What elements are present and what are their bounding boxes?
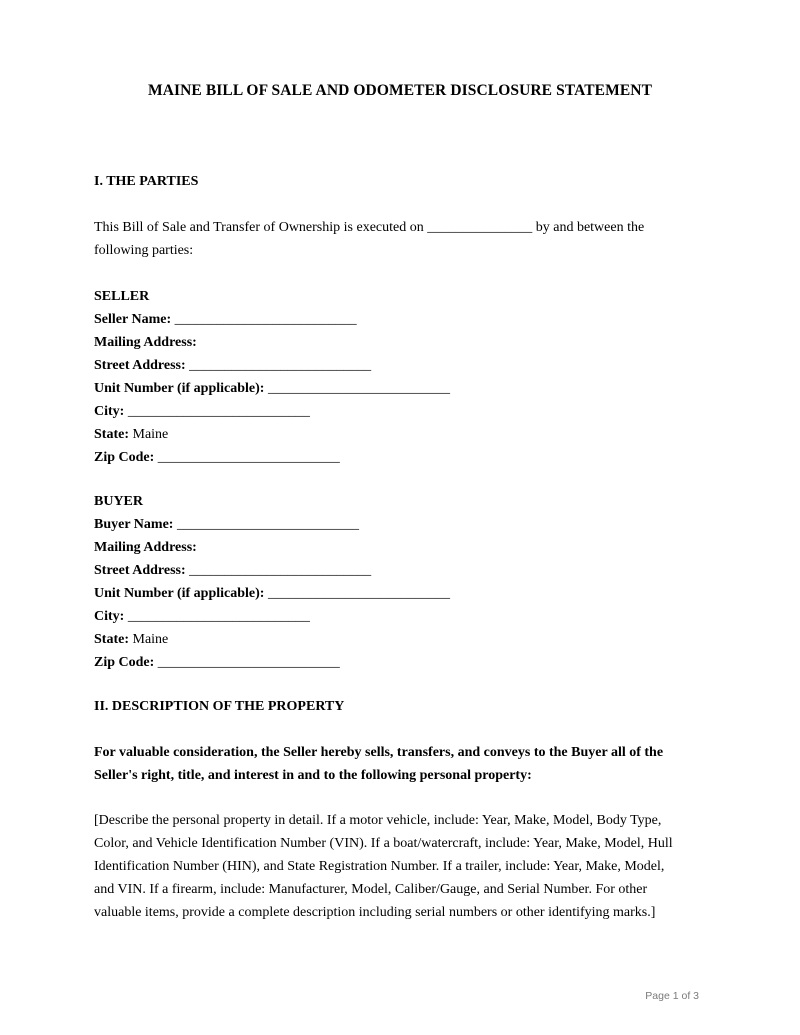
buyer-name-field: __________________________ bbox=[173, 517, 359, 532]
buyer-street-label: Street Address: bbox=[94, 563, 186, 578]
seller-city-label: City: bbox=[94, 404, 125, 419]
buyer-zip-row bbox=[94, 651, 340, 674]
buyer-unit-row bbox=[94, 582, 450, 605]
seller-unit-label: Unit Number (if applicable): bbox=[94, 381, 265, 396]
seller-state-label: State: bbox=[94, 427, 129, 442]
buyer-zip-field: __________________________ bbox=[154, 655, 340, 670]
seller-state-row bbox=[94, 423, 168, 446]
seller-name-label: Seller Name: bbox=[94, 312, 172, 327]
section-heading-property: II. DESCRIPTION OF THE PROPERTY bbox=[94, 699, 345, 714]
describe-line-5: valuable items, provide a complete description including serial numbers or other identifying marks.] bbox=[94, 905, 656, 920]
seller-unit-row bbox=[94, 377, 450, 400]
buyer-city-field: __________________________ bbox=[124, 609, 310, 624]
buyer-street-row bbox=[94, 559, 371, 582]
buyer-street-field: __________________________ bbox=[185, 563, 372, 578]
buyer-city-row bbox=[94, 605, 310, 628]
seller-name-row bbox=[94, 308, 357, 331]
seller-state-value: Maine bbox=[129, 427, 169, 442]
buyer-city-label: City: bbox=[94, 609, 125, 624]
seller-street-label: Street Address: bbox=[94, 358, 186, 373]
buyer-unit-label: Unit Number (if applicable): bbox=[94, 586, 265, 601]
seller-heading: SELLER bbox=[94, 289, 150, 304]
section-heading-parties: I. THE PARTIES bbox=[94, 174, 199, 189]
consideration-line-2: Seller's right, title, and interest in and to the following personal property: bbox=[94, 768, 532, 783]
buyer-name-row bbox=[94, 513, 359, 536]
buyer-state-row bbox=[94, 628, 168, 651]
describe-line-3: Identification Number (HIN), and State Registration Number. If a trailer, include: Year, Make, Model, bbox=[94, 859, 665, 874]
consideration-line-1: For valuable consideration, the Seller hereby sells, transfers, and conveys to the Buyer all of the bbox=[94, 745, 664, 760]
seller-unit-field: __________________________ bbox=[264, 381, 450, 396]
buyer-name-label: Buyer Name: bbox=[94, 517, 174, 532]
describe-line-4: and VIN. If a firearm, include: Manufacturer, Model, Caliber/Gauge, and Serial Number. For other bbox=[94, 882, 648, 897]
seller-mailing-label: Mailing Address: bbox=[94, 335, 197, 350]
buyer-mailing-label: Mailing Address: bbox=[94, 540, 197, 555]
buyer-zip-label: Zip Code: bbox=[94, 655, 155, 670]
seller-city-field: __________________________ bbox=[124, 404, 310, 419]
buyer-state-value: Maine bbox=[129, 632, 169, 647]
describe-line-2: Color, and Vehicle Identification Number (VIN). If a boat/watercraft, include: Year, Make, Model, Hull bbox=[94, 836, 673, 851]
page-number: Page 1 of 3 bbox=[645, 990, 699, 1002]
seller-name-field: __________________________ bbox=[171, 312, 357, 327]
describe-line-1: [Describe the personal property in detail. If a motor vehicle, include: Year, Make, Model, Body Type, bbox=[94, 813, 662, 828]
seller-zip-row bbox=[94, 446, 340, 469]
seller-city-row bbox=[94, 400, 310, 423]
seller-street-row bbox=[94, 354, 371, 377]
seller-street-field: __________________________ bbox=[185, 358, 372, 373]
buyer-heading: BUYER bbox=[94, 494, 144, 509]
seller-zip-label: Zip Code: bbox=[94, 450, 155, 465]
buyer-state-label: State: bbox=[94, 632, 129, 647]
seller-zip-field: __________________________ bbox=[154, 450, 340, 465]
document-title: MAINE BILL OF SALE AND ODOMETER DISCLOSURE STATEMENT bbox=[147, 82, 653, 99]
buyer-unit-field: __________________________ bbox=[264, 586, 450, 601]
intro-line-1: This Bill of Sale and Transfer of Ownership is executed on _______________ by and between the bbox=[94, 220, 645, 235]
intro-line-2: following parties: bbox=[94, 243, 194, 258]
